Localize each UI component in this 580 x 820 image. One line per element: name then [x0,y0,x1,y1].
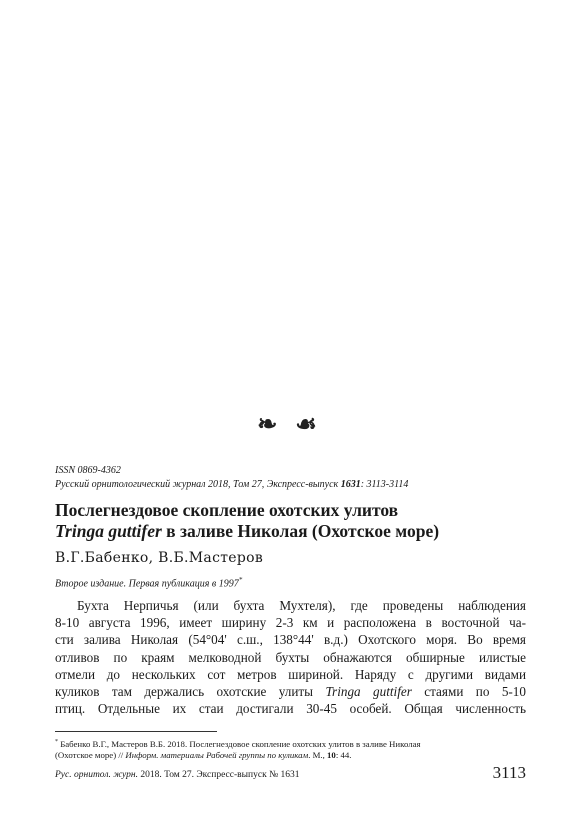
species-name: Tringa guttifer [55,521,162,541]
body-line: отливов по краям мелководной бухты обнажаются обширные илистые [55,649,526,665]
issue-number: 1631 [340,479,361,490]
body-line: отмели до нескольких сот метров шириной. Наряду с другими видами [55,666,526,682]
body-line [55,683,526,700]
footnote-text: Бабенко В.Г., Мастеров В.Б. 2018. Послегнездовое скопление охотских улитов в заливе Николая [58,738,421,749]
title-line-2 [55,521,535,542]
journal-abbreviation: Рус. орнитол. журн. [55,770,138,780]
journal-name: Русский орнитологический журнал 2018, Том 27, Экспресс-выпуск [55,479,341,490]
edition-text: Второе издание. Первая публикация в 1997 [55,578,239,590]
page-range: : 3113-3114 [360,479,409,490]
footer-info: 2018. Том 27. Экспресс-выпуск № 1631 [137,770,300,780]
footnote-line-2 [55,750,526,761]
footnote [55,737,526,761]
running-footer [55,769,300,781]
body-line: Бухта Нерпичья (или бухта Мухтеля), где проведены наблюдения [77,598,526,613]
body-line: сти залива Николая (54°04' с.ш., 138°44' в.д.) Охотского моря. Во время [55,632,526,648]
body-line: 8-10 августа 1996, имеет ширину 2-3 км и расположена в восточной ча- [55,615,526,631]
ornament-divider: ❧ ☙ [257,412,323,438]
footnote-marker: * [238,576,243,584]
species-name: Tringa guttifer [325,684,412,700]
title-line-2-rest: в заливе Николая (Охотское море) [161,521,440,541]
footnote-source: Информ. материалы Рабочей группы по куликам [125,749,309,760]
footnote-text: : 44. [335,749,352,760]
title-line-1: Послегнездовое скопление охотских улитов [55,500,399,520]
edition-note [55,574,242,590]
footnote-rule [55,731,217,732]
footnote-volume: 10 [327,749,336,760]
article-body [55,597,526,717]
issn: ISSN 0869-4362 [55,465,121,476]
article-title [55,500,535,542]
footnote-text: . М., [308,749,328,760]
body-line: птиц. Отдельные их стаи достигали 30-45 особей. Общая численность [55,701,526,717]
footnote-text: (Охотское море) // [55,749,126,760]
footnote-line-1 [55,737,526,750]
journal-citation [55,478,525,491]
body-text-segment: куликов там держались охотские улиты [55,684,326,700]
footnote-marker: * [55,739,58,745]
body-text-segment: стаями по 5-10 [411,684,526,700]
authors: В.Г.Бабенко, В.Б.Мастеров [55,550,264,566]
page-number: 3113 [492,763,526,782]
